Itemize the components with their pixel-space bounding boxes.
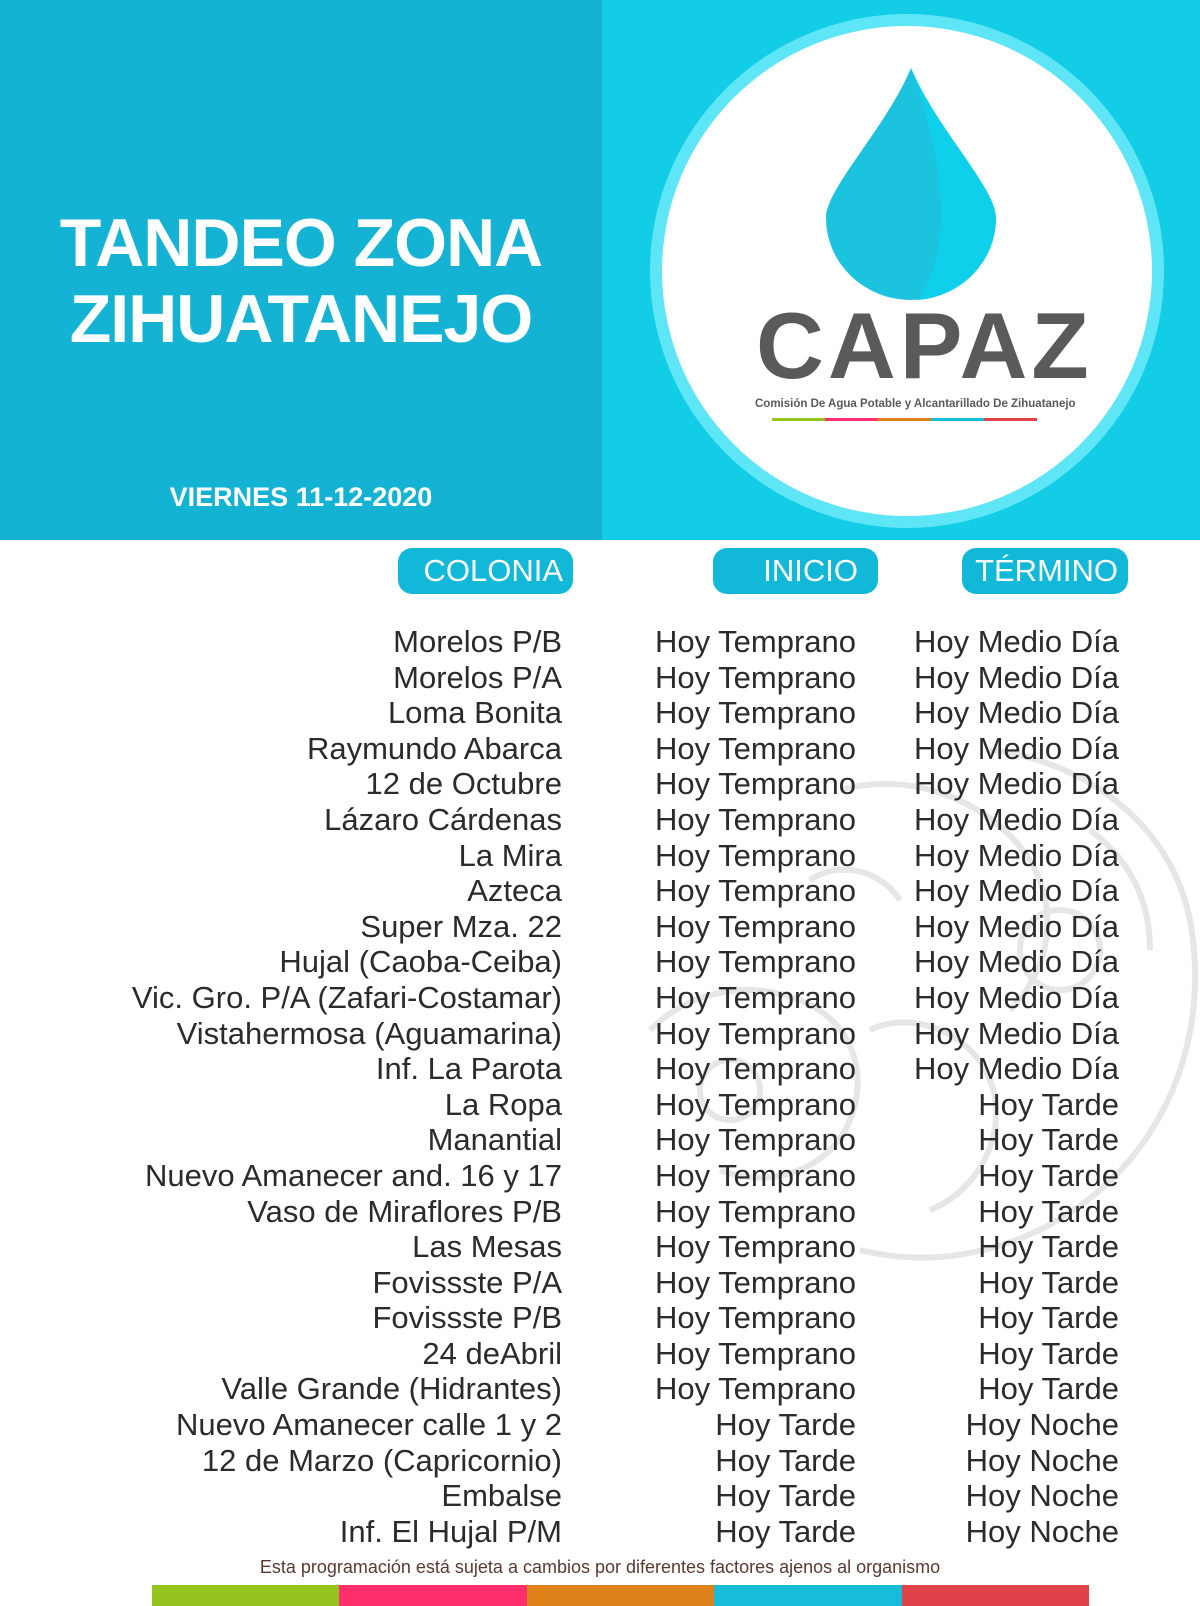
table-row bbox=[0, 873, 1200, 909]
cell-termino: Hoy Medio Día bbox=[913, 873, 1119, 909]
cell-inicio: Hoy Tarde bbox=[715, 1478, 856, 1514]
table-row bbox=[0, 1158, 1200, 1194]
cell-inicio: Hoy Temprano bbox=[654, 1193, 856, 1229]
cell-termino: Hoy Tarde bbox=[978, 1371, 1119, 1407]
column-header-termino: TÉRMINO bbox=[962, 548, 1128, 594]
cell-colonia: Vistahermosa (Aguamarina) bbox=[176, 1015, 562, 1051]
cell-colonia: Fovissste P/B bbox=[372, 1300, 562, 1336]
cell-colonia: 12 de Octubre bbox=[365, 766, 562, 802]
title-line-2: ZIHUATANEJO bbox=[69, 281, 533, 357]
cell-termino: Hoy Medio Día bbox=[913, 944, 1119, 980]
cell-colonia: Manantial bbox=[427, 1122, 562, 1158]
cell-colonia: Azteca bbox=[467, 873, 562, 909]
table-row bbox=[0, 1371, 1200, 1407]
cell-inicio: Hoy Temprano bbox=[654, 624, 856, 659]
cell-inicio: Hoy Temprano bbox=[654, 1229, 856, 1265]
table-row bbox=[0, 1194, 1200, 1230]
table-row bbox=[0, 1016, 1200, 1052]
cell-termino: Hoy Tarde bbox=[978, 1157, 1119, 1193]
table-row bbox=[0, 1229, 1200, 1265]
cell-inicio: Hoy Temprano bbox=[654, 837, 856, 873]
title-line-1: TANDEO ZONA bbox=[59, 205, 543, 281]
schedule-date: VIERNES 11-12-2020 bbox=[169, 482, 433, 512]
cell-colonia: Hujal (Caoba-Ceiba) bbox=[279, 944, 562, 980]
cell-termino: Hoy Tarde bbox=[978, 1086, 1119, 1122]
cell-termino: Hoy Medio Día bbox=[913, 1051, 1119, 1087]
cell-inicio: Hoy Temprano bbox=[654, 1335, 856, 1371]
table-row bbox=[0, 766, 1200, 802]
cell-colonia: Lázaro Cárdenas bbox=[324, 801, 562, 837]
table-row bbox=[0, 1087, 1200, 1123]
table-row bbox=[0, 1336, 1200, 1372]
cell-inicio: Hoy Temprano bbox=[654, 1264, 856, 1300]
cell-inicio: Hoy Temprano bbox=[654, 801, 856, 837]
bottom-color-bar bbox=[152, 1585, 1089, 1606]
table-row bbox=[0, 1051, 1200, 1087]
cell-termino: Hoy Medio Día bbox=[913, 624, 1119, 659]
cell-inicio: Hoy Temprano bbox=[654, 944, 856, 980]
cell-colonia: 24 deAbril bbox=[422, 1335, 562, 1371]
logo-color-stripes bbox=[772, 418, 1037, 421]
table-row bbox=[0, 660, 1200, 696]
cell-termino: Hoy Tarde bbox=[978, 1193, 1119, 1229]
cell-colonia: Loma Bonita bbox=[387, 695, 562, 731]
table-row bbox=[0, 1122, 1200, 1158]
cell-inicio: Hoy Temprano bbox=[654, 1157, 856, 1193]
cell-colonia: Super Mza. 22 bbox=[360, 908, 562, 944]
table-row bbox=[0, 802, 1200, 838]
cell-termino: Hoy Tarde bbox=[978, 1300, 1119, 1336]
cell-inicio: Hoy Temprano bbox=[654, 659, 856, 695]
cell-inicio: Hoy Tarde bbox=[715, 1442, 856, 1478]
cell-termino: Hoy Medio Día bbox=[913, 801, 1119, 837]
cell-inicio: Hoy Tarde bbox=[715, 1407, 856, 1443]
table-row bbox=[0, 1478, 1200, 1514]
table-row bbox=[0, 624, 1200, 660]
logo-wordmark: CAPAZ bbox=[756, 293, 1093, 398]
page-title bbox=[0, 205, 602, 357]
table-row bbox=[0, 1407, 1200, 1443]
table-row bbox=[0, 944, 1200, 980]
cell-inicio: Hoy Temprano bbox=[654, 1122, 856, 1158]
cell-termino: Hoy Tarde bbox=[978, 1264, 1119, 1300]
table-row bbox=[0, 909, 1200, 945]
cell-colonia: 12 de Marzo (Capricornio) bbox=[201, 1442, 562, 1478]
table-row bbox=[0, 1300, 1200, 1336]
cell-inicio: Hoy Temprano bbox=[654, 908, 856, 944]
cell-colonia: La Mira bbox=[458, 837, 562, 873]
cell-inicio: Hoy Temprano bbox=[654, 766, 856, 802]
cell-colonia: Morelos P/B bbox=[393, 624, 562, 659]
cell-termino: Hoy Medio Día bbox=[913, 730, 1119, 766]
cell-inicio: Hoy Temprano bbox=[654, 1051, 856, 1087]
cell-termino: Hoy Medio Día bbox=[913, 837, 1119, 873]
table-row bbox=[0, 1265, 1200, 1301]
cell-inicio: Hoy Temprano bbox=[654, 695, 856, 731]
cell-colonia: Vaso de Miraflores P/B bbox=[247, 1193, 562, 1229]
cell-termino: Hoy Noche bbox=[965, 1407, 1119, 1443]
cell-termino: Hoy Noche bbox=[965, 1478, 1119, 1514]
cell-inicio: Hoy Tarde bbox=[715, 1513, 856, 1549]
disclaimer-note: Esta programación está sujeta a cambios por diferentes factores ajenos al organismo bbox=[259, 1557, 941, 1577]
cell-colonia: Valle Grande (Hidrantes) bbox=[221, 1371, 562, 1407]
cell-termino: Hoy Tarde bbox=[978, 1122, 1119, 1158]
cell-inicio: Hoy Temprano bbox=[654, 873, 856, 909]
cell-colonia: Vic. Gro. P/A (Zafari-Costamar) bbox=[131, 979, 562, 1015]
cell-colonia: Morelos P/A bbox=[393, 659, 562, 695]
cell-termino: Hoy Medio Día bbox=[913, 908, 1119, 944]
column-header-colonia: COLONIA bbox=[398, 548, 573, 594]
logo-subtitle: Comisión De Agua Potable y Alcantarillado De Zihuatanejo bbox=[755, 398, 1076, 410]
cell-inicio: Hoy Temprano bbox=[654, 1015, 856, 1051]
table-row bbox=[0, 980, 1200, 1016]
cell-inicio: Hoy Temprano bbox=[654, 730, 856, 766]
table-row bbox=[0, 695, 1200, 731]
cell-colonia: La Ropa bbox=[444, 1086, 562, 1122]
table-row bbox=[0, 731, 1200, 767]
cell-colonia: Embalse bbox=[441, 1478, 562, 1514]
schedule-table bbox=[0, 624, 1200, 1549]
cell-colonia: Inf. La Parota bbox=[375, 1051, 562, 1087]
cell-termino: Hoy Medio Día bbox=[913, 979, 1119, 1015]
cell-colonia: Inf. El Hujal P/M bbox=[339, 1513, 562, 1549]
cell-inicio: Hoy Temprano bbox=[654, 1086, 856, 1122]
table-row bbox=[0, 838, 1200, 874]
cell-colonia: Nuevo Amanecer and. 16 y 17 bbox=[144, 1157, 562, 1193]
cell-termino: Hoy Noche bbox=[965, 1442, 1119, 1478]
cell-termino: Hoy Medio Día bbox=[913, 659, 1119, 695]
column-header-inicio: INICIO bbox=[713, 548, 878, 594]
cell-inicio: Hoy Temprano bbox=[654, 979, 856, 1015]
cell-termino: Hoy Tarde bbox=[978, 1335, 1119, 1371]
cell-colonia: Las Mesas bbox=[412, 1229, 562, 1265]
cell-colonia: Nuevo Amanecer calle 1 y 2 bbox=[176, 1407, 562, 1443]
table-row bbox=[0, 1514, 1200, 1550]
water-drop-icon bbox=[826, 68, 996, 300]
cell-colonia: Raymundo Abarca bbox=[306, 730, 562, 766]
cell-inicio: Hoy Temprano bbox=[654, 1300, 856, 1336]
cell-termino: Hoy Tarde bbox=[978, 1229, 1119, 1265]
cell-inicio: Hoy Temprano bbox=[654, 1371, 856, 1407]
cell-colonia: Fovissste P/A bbox=[372, 1264, 562, 1300]
cell-termino: Hoy Medio Día bbox=[913, 766, 1119, 802]
cell-termino: Hoy Noche bbox=[965, 1513, 1119, 1549]
table-row bbox=[0, 1443, 1200, 1479]
cell-termino: Hoy Medio Día bbox=[913, 1015, 1119, 1051]
cell-termino: Hoy Medio Día bbox=[913, 695, 1119, 731]
